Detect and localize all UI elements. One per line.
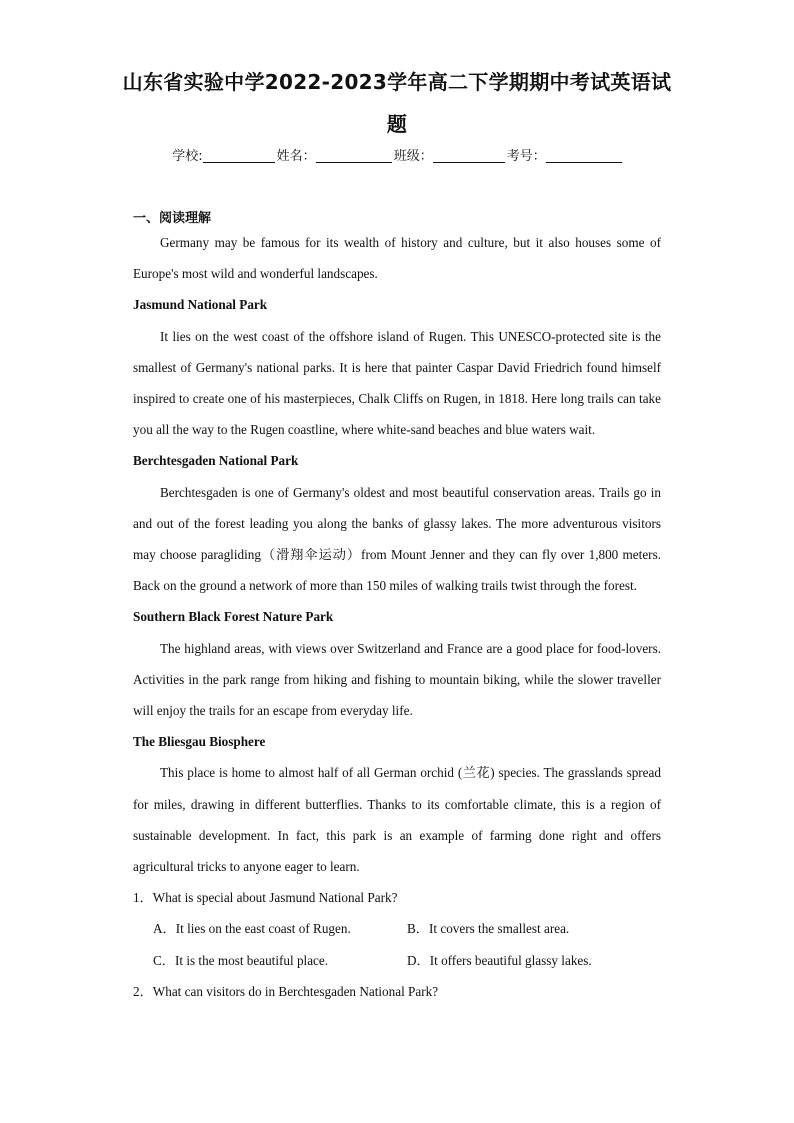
section-title: 一、阅读理解 bbox=[133, 211, 212, 226]
option-d: D．It offers beautiful glassy lakes. bbox=[407, 952, 592, 968]
class-blank bbox=[433, 148, 505, 163]
park-paragraph: It lies on the west coast of the offshore island of Rugen. This UNESCO-protected site is the smallest of Germany's national parks. It is here that painter Caspar David Friedrich found himself inspired to create one of his masterpieces, Chalk Cliffs on Rugen, in 1818. Here long trails can take you all the way to the Rugen coastline, where white-sand beaches and blue waters wait. bbox=[133, 328, 661, 438]
question-stem: 1．What is special about Jasmund National Park? bbox=[133, 890, 398, 906]
school-label: 学校: bbox=[172, 149, 203, 164]
school-blank bbox=[203, 148, 275, 163]
park-heading: Jasmund National Park bbox=[133, 297, 268, 313]
park-paragraph: The highland areas, with views over Switzerland and France are a good place for food-lovers. Activities in the park range from hiking and fishing to mountain biking, while the slower traveller will enjoy the trails for an escape from everyday life. bbox=[133, 640, 661, 719]
park-paragraph: This place is home to almost half of all German orchid (兰花) species. The grasslands spread for miles, drawing in different butterflies. Thanks to its comfortable climate, this is a region of sustainable development. In fact, this park is an example of farming done right and offers agricultural tricks to anyone eager to learn. bbox=[133, 765, 661, 875]
question-stem: 2．What can visitors do in Berchtesgaden National Park? bbox=[133, 983, 439, 999]
option-a: A．It lies on the east coast of Rugen. bbox=[153, 921, 351, 937]
student-info-line bbox=[0, 145, 794, 164]
name-blank bbox=[316, 148, 392, 163]
park-paragraph: Berchtesgaden is one of Germany's oldest and most beautiful conservation areas. Trails go in and out of the forest leading you along the banks of glassy lakes. The more adventurous visitors may choose paragliding（滑翔伞运动）from Mount Jenner and they can fly over 1,800 meters. Back on the ground a network of more than 150 miles of walking trails twist through the forest. bbox=[133, 484, 661, 594]
intro-paragraph: Germany may be famous for its wealth of history and culture, but it also houses some of Europe's most wild and wonderful landscapes. bbox=[133, 235, 661, 282]
page-title-line1: 山东省实验中学2022-2023学年高二下学期期中考试英语试 bbox=[122, 70, 672, 94]
number-blank bbox=[546, 148, 622, 163]
name-label: 姓名： bbox=[276, 149, 316, 164]
option-b: B．It covers the smallest area. bbox=[407, 921, 570, 937]
page-title-line2: 题 bbox=[386, 112, 408, 136]
class-label: 班级： bbox=[393, 149, 433, 164]
reading-passage bbox=[133, 227, 661, 1007]
options-row bbox=[133, 945, 661, 976]
options-row bbox=[133, 913, 661, 944]
park-heading: The Bliesgau Biosphere bbox=[133, 734, 266, 750]
park-heading: Berchtesgaden National Park bbox=[133, 453, 299, 469]
option-c: C．It is the most beautiful place. bbox=[153, 952, 329, 968]
park-heading: Southern Black Forest Nature Park bbox=[133, 609, 334, 625]
number-label: 考号： bbox=[506, 149, 546, 164]
